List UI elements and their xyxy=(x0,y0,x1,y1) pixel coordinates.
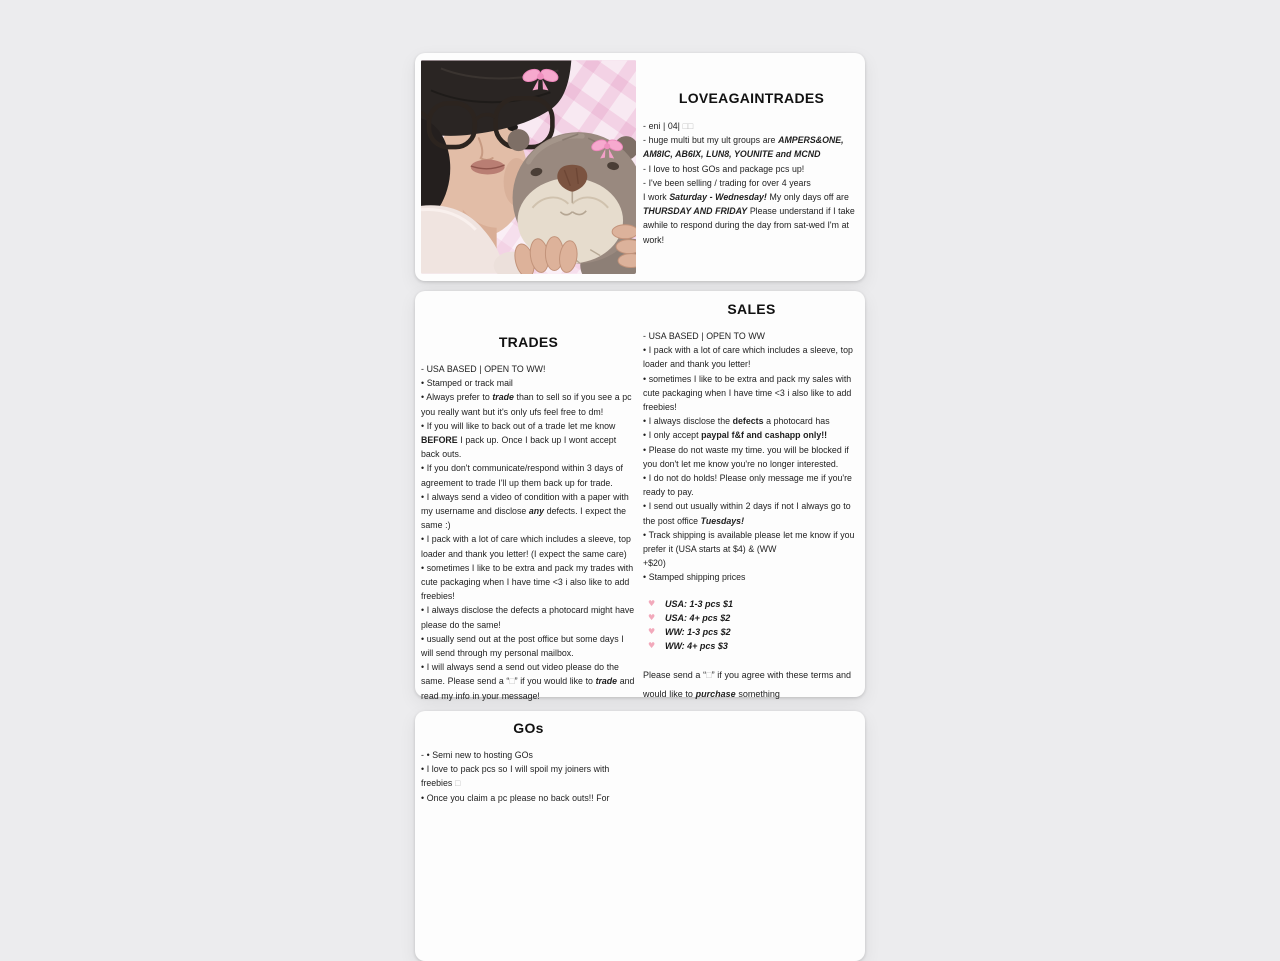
trades-rules-list xyxy=(421,362,636,703)
text-line: • Stamped or track mail xyxy=(421,378,513,389)
profile-photo xyxy=(421,60,636,274)
heart-icon: ♥ xyxy=(648,612,656,622)
text-line: - huge multi but my ult groups are AMPERS&ONE, AM8IC, AB6IX, LUN8, YOUNITE and MCND xyxy=(643,135,844,160)
profile-card xyxy=(415,53,865,281)
heart-icon: ♥ xyxy=(648,640,656,650)
text-line: • Track shipping is available please let me know if you prefer it (USA starts at $4) & (WW xyxy=(643,529,855,555)
price-text: WW: 1-3 pcs $2 xyxy=(665,626,731,637)
text-line: • If you will like to back out of a trade let me know BEFORE I pack up. Once I back up I wont accept back outs. xyxy=(421,420,617,460)
shipping-price-list xyxy=(643,597,860,653)
price-item xyxy=(648,639,860,653)
price-item xyxy=(648,597,860,611)
heart-icon: ♥ xyxy=(648,626,656,636)
heart-icon: ♥ xyxy=(648,598,656,608)
text-line: - eni | 04| □□ xyxy=(643,121,694,131)
text-line: I work Saturday - Wednesday! My only days off are THURSDAY AND FRIDAY Please understand if I take awhile to respond during the day from sat-wed I'm at work! xyxy=(643,192,855,245)
text-line: - I've been selling / trading for over 4 years xyxy=(643,177,811,188)
about-lines xyxy=(643,119,860,247)
text-line: • I pack with a lot of care which includes a sleeve, top loader and thank you letter! xyxy=(643,345,853,370)
text-line: • I always disclose the defects a photocard might have please do the same! xyxy=(421,605,635,630)
sales-section xyxy=(643,299,860,704)
price-text: USA: 1-3 pcs $1 xyxy=(665,598,734,609)
sales-agreement xyxy=(643,666,860,704)
text-line: • Stamped shipping prices xyxy=(643,572,746,583)
text-line: • I only accept paypal f&f and cashapp only!! xyxy=(643,430,828,441)
text-line: Please send a “□” if you agree with these terms and would like to purchase something xyxy=(643,669,852,699)
price-item xyxy=(648,611,860,625)
text-line: • Always prefer to trade than to sell so if you see a pc you really want but it's only ufs feel free to dm! xyxy=(421,392,632,417)
text-line: • I send out usually within 2 days if not I always go to the post office Tuesdays! xyxy=(643,501,851,526)
gos-title: GOs xyxy=(513,720,544,736)
text-line: • usually send out at the post office but some days I will send through my personal mailbox. xyxy=(421,633,624,659)
sales-rules-list xyxy=(643,329,860,585)
text-line: +$20) xyxy=(643,558,666,569)
trades-section xyxy=(421,332,636,703)
price-text: WW: 4+ pcs $3 xyxy=(665,640,728,651)
text-line: • Once you claim a pc please no back outs!! For xyxy=(421,792,610,803)
text-line: • I always send a video of condition with a paper with my username and disclose any defects. I expect the same :) xyxy=(421,491,629,531)
text-line: • I pack with a lot of care which includes a sleeve, top loader and thank you letter! (I expect the same care) xyxy=(421,534,631,559)
text-line: • sometimes I like to be extra and pack my sales with cute packaging when I have time <3 i also like to add freebies! xyxy=(643,373,852,413)
text-line: • If you don't communicate/respond within 3 days of agreement to trade I'll up them back up for trade. xyxy=(421,463,623,488)
page-title: LOVEAGAINTRADES xyxy=(678,90,825,106)
text-line: - USA BASED | OPEN TO WW! xyxy=(421,364,546,374)
gos-card xyxy=(415,711,865,961)
text-line: • I will always send a send out video please do the same. Please send a “□” if you would like to trade and read my info in your message! xyxy=(421,662,635,701)
sales-title: SALES xyxy=(727,301,776,317)
text-line: - USA BASED | OPEN TO WW xyxy=(643,331,765,341)
price-item xyxy=(648,625,860,639)
text-line: • I love to pack pcs so I will spoil my joiners with freebies □ xyxy=(421,764,610,789)
text-line: - • Semi new to hosting GOs xyxy=(421,750,533,760)
text-line: - I love to host GOs and package pcs up! xyxy=(643,163,805,174)
text-line: • sometimes I like to be extra and pack my trades with cute packaging when I have time <3 i also like to add freebies! xyxy=(421,562,634,602)
about-section xyxy=(643,88,860,247)
text-line: • I always disclose the defects a photocard has xyxy=(643,416,830,427)
text-line: • Please do not waste my time. you will be blocked if you don't let me know you're no longer interested. xyxy=(643,444,849,469)
selfie-illustration xyxy=(421,60,636,274)
gos-section xyxy=(421,718,636,805)
gos-rules-list xyxy=(421,748,636,805)
trades-title: TRADES xyxy=(498,334,559,350)
price-text: USA: 4+ pcs $2 xyxy=(665,612,731,623)
text-line: • I do not do holds! Please only message me if you're ready to pay. xyxy=(643,473,852,498)
terms-card xyxy=(415,291,865,701)
